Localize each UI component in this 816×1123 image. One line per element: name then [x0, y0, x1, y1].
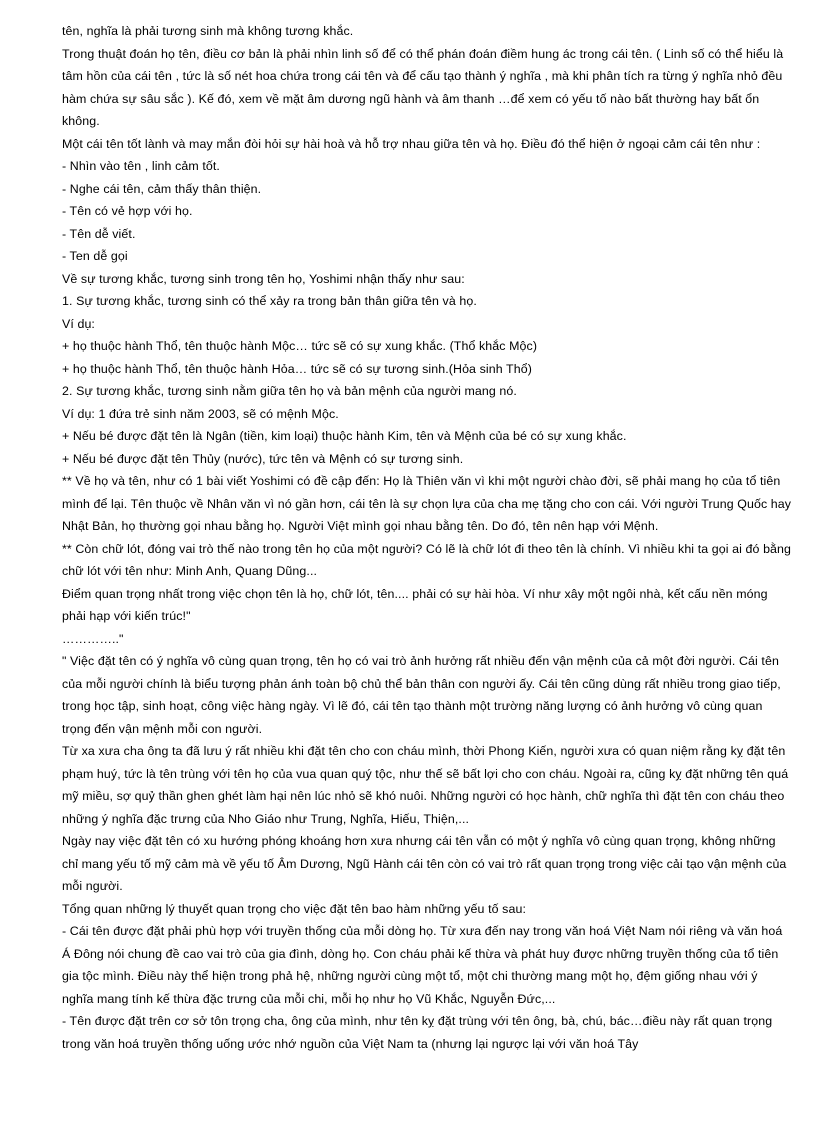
list-item: + Nếu bé được đặt tên Thủy (nước), tức tên và Mệnh có sự tương sinh.	[62, 451, 464, 466]
paragraph: ** Còn chữ lót, đóng vai trò thế nào trong tên họ của một người? Có lẽ là chữ lót đi theo tên là chính. Vì nhiều khi ta gọi ai đó bằng chữ lót với tên như: Minh Anh, Quang Dũng...	[62, 541, 792, 578]
list-item: - Tên được đặt trên cơ sở tôn trọng cha, ông của mình, như tên kỵ đặt trùng với tên ông, bà, chú, bác…điều này rất quan trọng trong văn hoá truyền thống uống ước nhớ nguồn của Việt Nam ta (nhưng lại ngược lại với văn hoá Tây	[62, 1014, 773, 1051]
paragraph: Ví dụ:	[62, 316, 95, 331]
paragraph: ………….."	[62, 631, 124, 646]
paragraph: " Việc đặt tên có ý nghĩa vô cùng quan trọng, tên họ có vai trò ảnh hưởng rất nhiều đến vận mệnh của cả một đời người. Cái tên của mỗi người chính là biểu tượng phản ánh toàn bộ chủ thể bản thân con người ấy. Cái tên cũng dùng rất nhiều trong giao tiếp, trong học tập, sinh hoạt, công việc hàng ngày. Vì lẽ đó, cái tên tạo thành một trường năng lượng có ảnh hưởng vô cùng quan trọng đến vận mệnh mỗi con người.	[62, 654, 781, 736]
list-item: - Tên dễ viết.	[62, 226, 136, 241]
paragraph: Ngày nay việc đặt tên có xu hướng phóng khoáng hơn xưa nhưng cái tên vẫn có một ý nghĩa vô cùng quan trọng, không những chỉ mang yếu tố mỹ cảm mà về yếu tố Âm Dương, Ngũ Hành cái tên còn có vai trò rất quan trọng trong việc cải tạo vận mệnh của mỗi người.	[62, 834, 787, 893]
paragraph: Trong thuật đoán họ tên, điều cơ bản là phải nhìn linh số để có thể phán đoán điềm hung ác trong cái tên. ( Linh số có thể hiểu là tâm hồn của cái tên , tức là số nét hoa chứa trong cái tên và để cấu tạo thành ý nghĩa , mà khi phân tích ra từng ý nghĩa nhỏ đều hàm chứa sự sâu sắc ). Kế đó, xem về mặt âm dương ngũ hành và âm thanh …để xem có yếu tố nào bất thường hay bất ổn không.	[62, 46, 784, 128]
list-item: - Tên có vẻ hợp với họ.	[62, 204, 193, 218]
paragraph: Từ xa xưa cha ông ta đã lưu ý rất nhiều khi đặt tên cho con cháu mình, thời Phong Kiến, người xưa có quan niệm rằng kỵ đặt tên phạm huý, tức là tên trùng với tên họ của vua quan quý tộc, như thế sẽ bất lợi cho con cháu. Ngoài ra, cũng kỵ đặt những tên quá mỹ miều, sợ quỷ thần ghen ghét làm hại nên lúc nhỏ sẽ khó nuôi. Những người có học hành, chữ nghĩa thì đặt tên con cháu theo những ý nghĩa đặc trưng của Nho Giáo như Trung, Nghĩa, Hiếu, Thiện,...	[62, 744, 789, 826]
paragraph: Ví dụ: 1 đứa trẻ sinh năm 2003, sẽ có mệnh Mộc.	[62, 406, 339, 421]
paragraph: tên, nghĩa là phải tương sinh mà không tương khắc.	[62, 24, 354, 38]
list-item: - Nhìn vào tên , linh cảm tốt.	[62, 159, 220, 173]
list-item: - Ten dễ gọi	[62, 249, 128, 263]
list-item: + họ thuộc hành Thổ, tên thuộc hành Mộc… tức sẽ có sự xung khắc. (Thổ khắc Mộc)	[62, 339, 538, 353]
document-page	[62, 20, 792, 1055]
paragraph: Về sự tương khắc, tương sinh trong tên họ, Yoshimi nhận thấy như sau:	[62, 271, 465, 286]
paragraph: 1. Sự tương khắc, tương sinh có thể xảy ra trong bản thân giữa tên và họ.	[62, 294, 477, 308]
paragraph: Tổng quan những lý thuyết quan trọng cho việc đặt tên bao hàm những yếu tố sau:	[62, 901, 526, 916]
paragraph: ** Về họ và tên, như có 1 bài viết Yoshimi có đề cập đến: Họ là Thiên văn vì khi một người chào đời, sẽ phải mang họ của tổ tiên mình để lại. Tên thuộc về Nhân văn vì nó gần hơn, cái tên là sự chọn lựa của cha mẹ tặng cho con cái. Với người Trung Quốc hay Nhật Bản, họ thường gọi nhau bằng họ. Người Việt mình gọi nhau bằng tên. Do đó, tên nên hạp với Mệnh.	[62, 474, 792, 533]
paragraph: 2. Sự tương khắc, tương sinh nằm giữa tên họ và bản mệnh của người mang nó.	[62, 384, 517, 398]
list-item: - Cái tên được đặt phải phù hợp với truyền thống của mỗi dòng họ. Từ xưa đến nay trong văn hoá Việt Nam nói riêng và văn hoá Á Đông nói chung đề cao vai trò của gia đình, dòng họ. Con cháu phải kế thừa và phát huy được những truyền thống của tổ tiên gia tộc mình. Điều này thể hiện trong phả hệ, những người cùng một tổ, một chi thường mang một họ, đệm giống nhau với ý nghĩa mang tính kế thừa đặc trưng của mỗi chi, mỗi họ như họ Vũ Khắc, Nguyễn Đức,...	[62, 924, 783, 1006]
list-item: + họ thuộc hành Thổ, tên thuộc hành Hỏa… tức sẽ có sự tương sinh.(Hỏa sinh Thổ)	[62, 361, 532, 376]
list-item: + Nếu bé được đặt tên là Ngân (tiền, kim loại) thuộc hành Kim, tên và Mệnh của bé có sự xung khắc.	[62, 429, 627, 443]
list-item: - Nghe cái tên, cảm thấy thân thiện.	[62, 181, 262, 196]
paragraph: Một cái tên tốt lành và may mắn đòi hỏi sự hài hoà và hỗ trợ nhau giữa tên và họ. Điều đó thể hiện ở ngoại cảm cái tên như :	[62, 136, 761, 151]
paragraph: Điểm quan trọng nhất trong việc chọn tên là họ, chữ lót, tên.... phải có sự hài hòa. Ví như xây một ngôi nhà, kết cấu nền móng phải hạp với kiến trúc!"	[62, 586, 768, 623]
